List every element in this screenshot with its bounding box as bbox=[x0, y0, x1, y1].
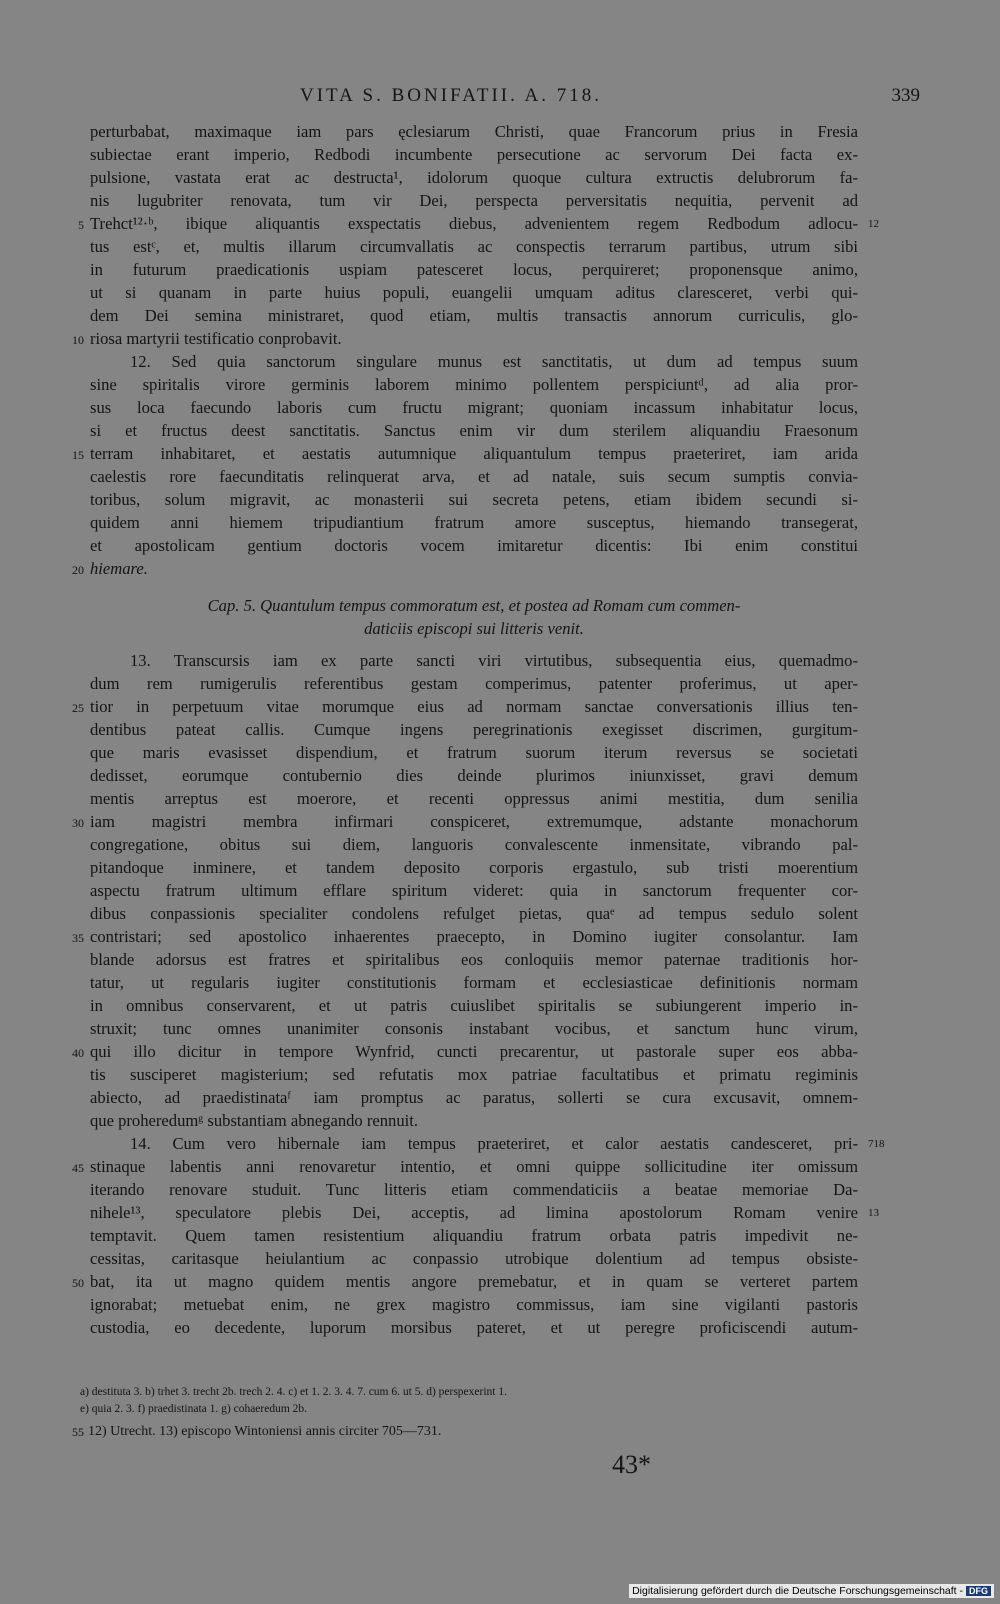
text-line: nihele¹³, speculatore plebis Dei, acceptis, ad limina apostolorum Romam venire bbox=[90, 1203, 858, 1222]
line-number: 40 bbox=[72, 1046, 84, 1060]
text-line: mentis arreptus est moerore, et recenti oppressus animi mestitia, dum senilia bbox=[90, 789, 858, 808]
text-line: blande adorsus est fratres et spiritalibus eos conloquiis memor paternae traditionis hor- bbox=[90, 950, 858, 969]
margin-note: 13 bbox=[868, 1207, 879, 1219]
text-line: subiectae erant imperio, Redbodi incumbente persecutione ac servorum Dei facta ex- bbox=[90, 145, 858, 164]
running-title: VITA S. BONIFATII. A. 718. bbox=[300, 85, 603, 106]
text-line: contristari; sed apostolico inhaerentes praecepto, in Domino iugiter consolantur. Iam bbox=[90, 927, 858, 946]
text-line: tior in perpetuum vitae morumque eius ad normam sanctae conversationis illius ten- bbox=[90, 697, 858, 716]
text-line: ignorabat; metuebat enim, ne grex magistro commissus, iam sine vigilanti pastoris bbox=[90, 1295, 858, 1314]
explanatory-footnotes: 12) Utrecht. 13) episcopo Wintoniensi annis circiter 705—731. bbox=[88, 1424, 442, 1439]
text-line: Trehct¹²·ᵇ, ibique aliquantis exspectatis diebus, advenientem regem Redbodum adlocu- bbox=[90, 214, 858, 233]
text-line: tus estᶜ, et, multis illarum circumvallatis ac conspectis terrarum partibus, utrum sibi bbox=[90, 237, 858, 256]
chapter-heading: Cap. 5. Quantulum tempus commoratum est, et postea ad Romam cum commen- bbox=[207, 596, 741, 615]
line-number: 45 bbox=[72, 1161, 84, 1175]
line-number: 50 bbox=[72, 1276, 84, 1290]
dfg-logo: DFG bbox=[966, 1586, 991, 1596]
text-line: et apostolicam gentium doctoris vocem imitaretur dicentis: Ibi enim constitui bbox=[90, 536, 858, 555]
text-line: pitandoque inminere, et tandem deposito corporis ergastulo, sub tristi moerentium bbox=[90, 858, 858, 877]
credit-text: Digitalisierung gefördert durch die Deutsche Forschungsgemeinschaft - bbox=[632, 1585, 963, 1597]
text-line: dem Dei semina ministraret, quod etiam, multis transactis annorum curriculis, glo- bbox=[90, 306, 858, 325]
line-number: 25 bbox=[72, 701, 84, 715]
page-number: 339 bbox=[891, 85, 920, 106]
text-line: nis lugubriter renovata, tum vir Dei, perspecta perversitatis nequitia, pervenit ad bbox=[90, 191, 858, 210]
text-line: aspectu fratrum ultimum efflare spiritum videret: quia in sanctorum frequenter cor- bbox=[90, 881, 858, 900]
text-line: riosa martyrii testificatio conprobavit. bbox=[90, 329, 342, 348]
text-line: tis susciperet magisterium; sed refutatis mox patriae facultatibus et primatu regiminis bbox=[90, 1065, 858, 1084]
line-number: 30 bbox=[72, 816, 84, 830]
text-line: que proheredumᵍ substantiam abnegando rennuit. bbox=[90, 1111, 419, 1130]
funding-credit bbox=[629, 1584, 994, 1598]
signature-mark: 43* bbox=[612, 1450, 651, 1479]
text-line: iam magistri membra infirmari conspiceret, extremumque, adstante monachorum bbox=[90, 812, 858, 831]
text-line: tatur, ut regularis iugiter constitutionis formam et ecclesiasticae definitionis normam bbox=[90, 973, 858, 992]
text-line: congregatione, obitus sui diem, languoris convalescente inmensitate, vibrando pal- bbox=[90, 835, 858, 854]
text-line: abiecto, ad praedistinataᶠ iam promptus ac paratus, sollerti se cura excusavit, omnem- bbox=[90, 1088, 858, 1107]
line-number: 15 bbox=[72, 448, 84, 462]
text-line: quidem anni hiemem tripudiantium fratrum amore susceptus, hiemando transegerat, bbox=[90, 513, 858, 532]
text-line: ut si quanam in parte huius populi, euangelii umquam aditus claresceret, verbi qui- bbox=[90, 283, 858, 302]
text-line: 14. Cum vero hibernale iam tempus praeteriret, et calor aestatis candesceret, pri- bbox=[130, 1134, 858, 1153]
text-line: bat, ita ut magno quidem mentis angore premebatur, et in quam se verteret partem bbox=[90, 1272, 858, 1291]
text-line: struxit; tunc omnes unanimiter consonis instabant vocibus, et sanctum hunc virum, bbox=[90, 1019, 858, 1038]
line-number: 5 bbox=[78, 218, 84, 232]
variant-footnotes: a) destituta 3. b) trhet 3. trecht 2b. trech 2. 4. c) et 1. 2. 3. 4. 7. cum 6. ut 5. d) perspexerint 1. bbox=[80, 1386, 507, 1398]
text-line: 13. Transcursis iam ex parte sancti viri virtutibus, subsequentia eius, quemadmo- bbox=[130, 651, 858, 670]
text-line: perturbabat, maximaque iam pars ęclesiarum Christi, quae Francorum prius in Fresia bbox=[90, 122, 858, 141]
text-line: dedisset, eorumque contubernio dies deinde plurimos iniunxisset, gravi demum bbox=[90, 766, 858, 785]
line-number: 35 bbox=[72, 931, 84, 945]
text-line: custodia, eo decedente, luporum morsibus pateret, et ut peregre proficiscendi autum- bbox=[90, 1318, 858, 1337]
text-line: iterando renovare studuit. Tunc litteris etiam commendaticiis a beatae memoriae Da- bbox=[90, 1180, 858, 1199]
line-number: 10 bbox=[72, 333, 84, 347]
text-line: hiemare. bbox=[90, 559, 148, 578]
text-line: qui illo dicitur in tempore Wynfrid, cuncti precarentur, ut pastorale super eos abba- bbox=[90, 1042, 858, 1061]
text-line: dibus conpassionis specialiter condolens refulget pietas, quaᵉ ad tempus sedulo solent bbox=[90, 904, 858, 923]
text-line: pulsione, vastata erat ac destructa¹, idolorum quoque cultura extructis delubrorum fa- bbox=[90, 168, 858, 187]
text-line: dentibus pateat callis. Cumque ingens peregrinationis exegisset discrimen, gurgitum- bbox=[90, 720, 858, 739]
text-line: in futurum praedicationis uspiam patesceret locus, perquireret; proponensque animo, bbox=[90, 260, 858, 279]
text-line: 12. Sed quia sanctorum singulare munus est sanctitatis, ut dum ad tempus suum bbox=[130, 352, 858, 371]
margin-note: 718 bbox=[868, 1138, 885, 1150]
margin-note: 12 bbox=[868, 218, 879, 230]
text-line: caelestis rore faecunditatis relinquerat arva, et ad natale, suis secum sumptis convia- bbox=[90, 467, 858, 486]
text-line: terram inhabitaret, et aestatis autumnique aliquantulum tempus praeteriret, iam arida bbox=[90, 444, 858, 463]
line-number: 20 bbox=[72, 563, 84, 577]
variant-footnotes: e) quia 2. 3. f) praedistinata 1. g) cohaeredum 2b. bbox=[80, 1403, 308, 1415]
text-line: stinaque labentis anni renovaretur intentio, et omni quippe sollicitudine iter omissum bbox=[90, 1157, 858, 1176]
text-line: si et fructus deest sanctitatis. Sanctus enim vir dum sterilem aliquandiu Fraesonum bbox=[90, 421, 858, 440]
text-line: temptavit. Quem tamen resistentium aliquandiu fratrum orbata patris impedivit ne- bbox=[90, 1226, 858, 1245]
line-number: 55 bbox=[72, 1425, 84, 1439]
chapter-heading: daticiis episcopi sui litteris venit. bbox=[364, 619, 584, 638]
text-line: sine spiritalis virore germinis laborem minimo pollentem perspiciuntᵈ, ad alia pror- bbox=[90, 375, 858, 394]
text-line: sus loca faecundo laboris cum fructu migrant; quoniam incassum inhabitatur locus, bbox=[90, 398, 858, 417]
text-line: dum rem rumigerulis referentibus gestam comperimus, patenter proferimus, ut aper- bbox=[90, 674, 858, 693]
running-header bbox=[90, 85, 920, 111]
text-line: in omnibus conservarent, et ut patris cuiuslibet spiritalis se subiungerent imperio in- bbox=[90, 996, 858, 1015]
text-line: cessitas, caritasque heiulantium ac conpassio utrobique dolentium ad tempus obsiste- bbox=[90, 1249, 858, 1268]
text-line: que maris evasisset dispendium, et fratrum suorum iterum reversus se societati bbox=[90, 743, 858, 762]
text-line: toribus, solum migravit, ac monasterii sui secreta petens, etiam ibidem secundi si- bbox=[90, 490, 858, 509]
